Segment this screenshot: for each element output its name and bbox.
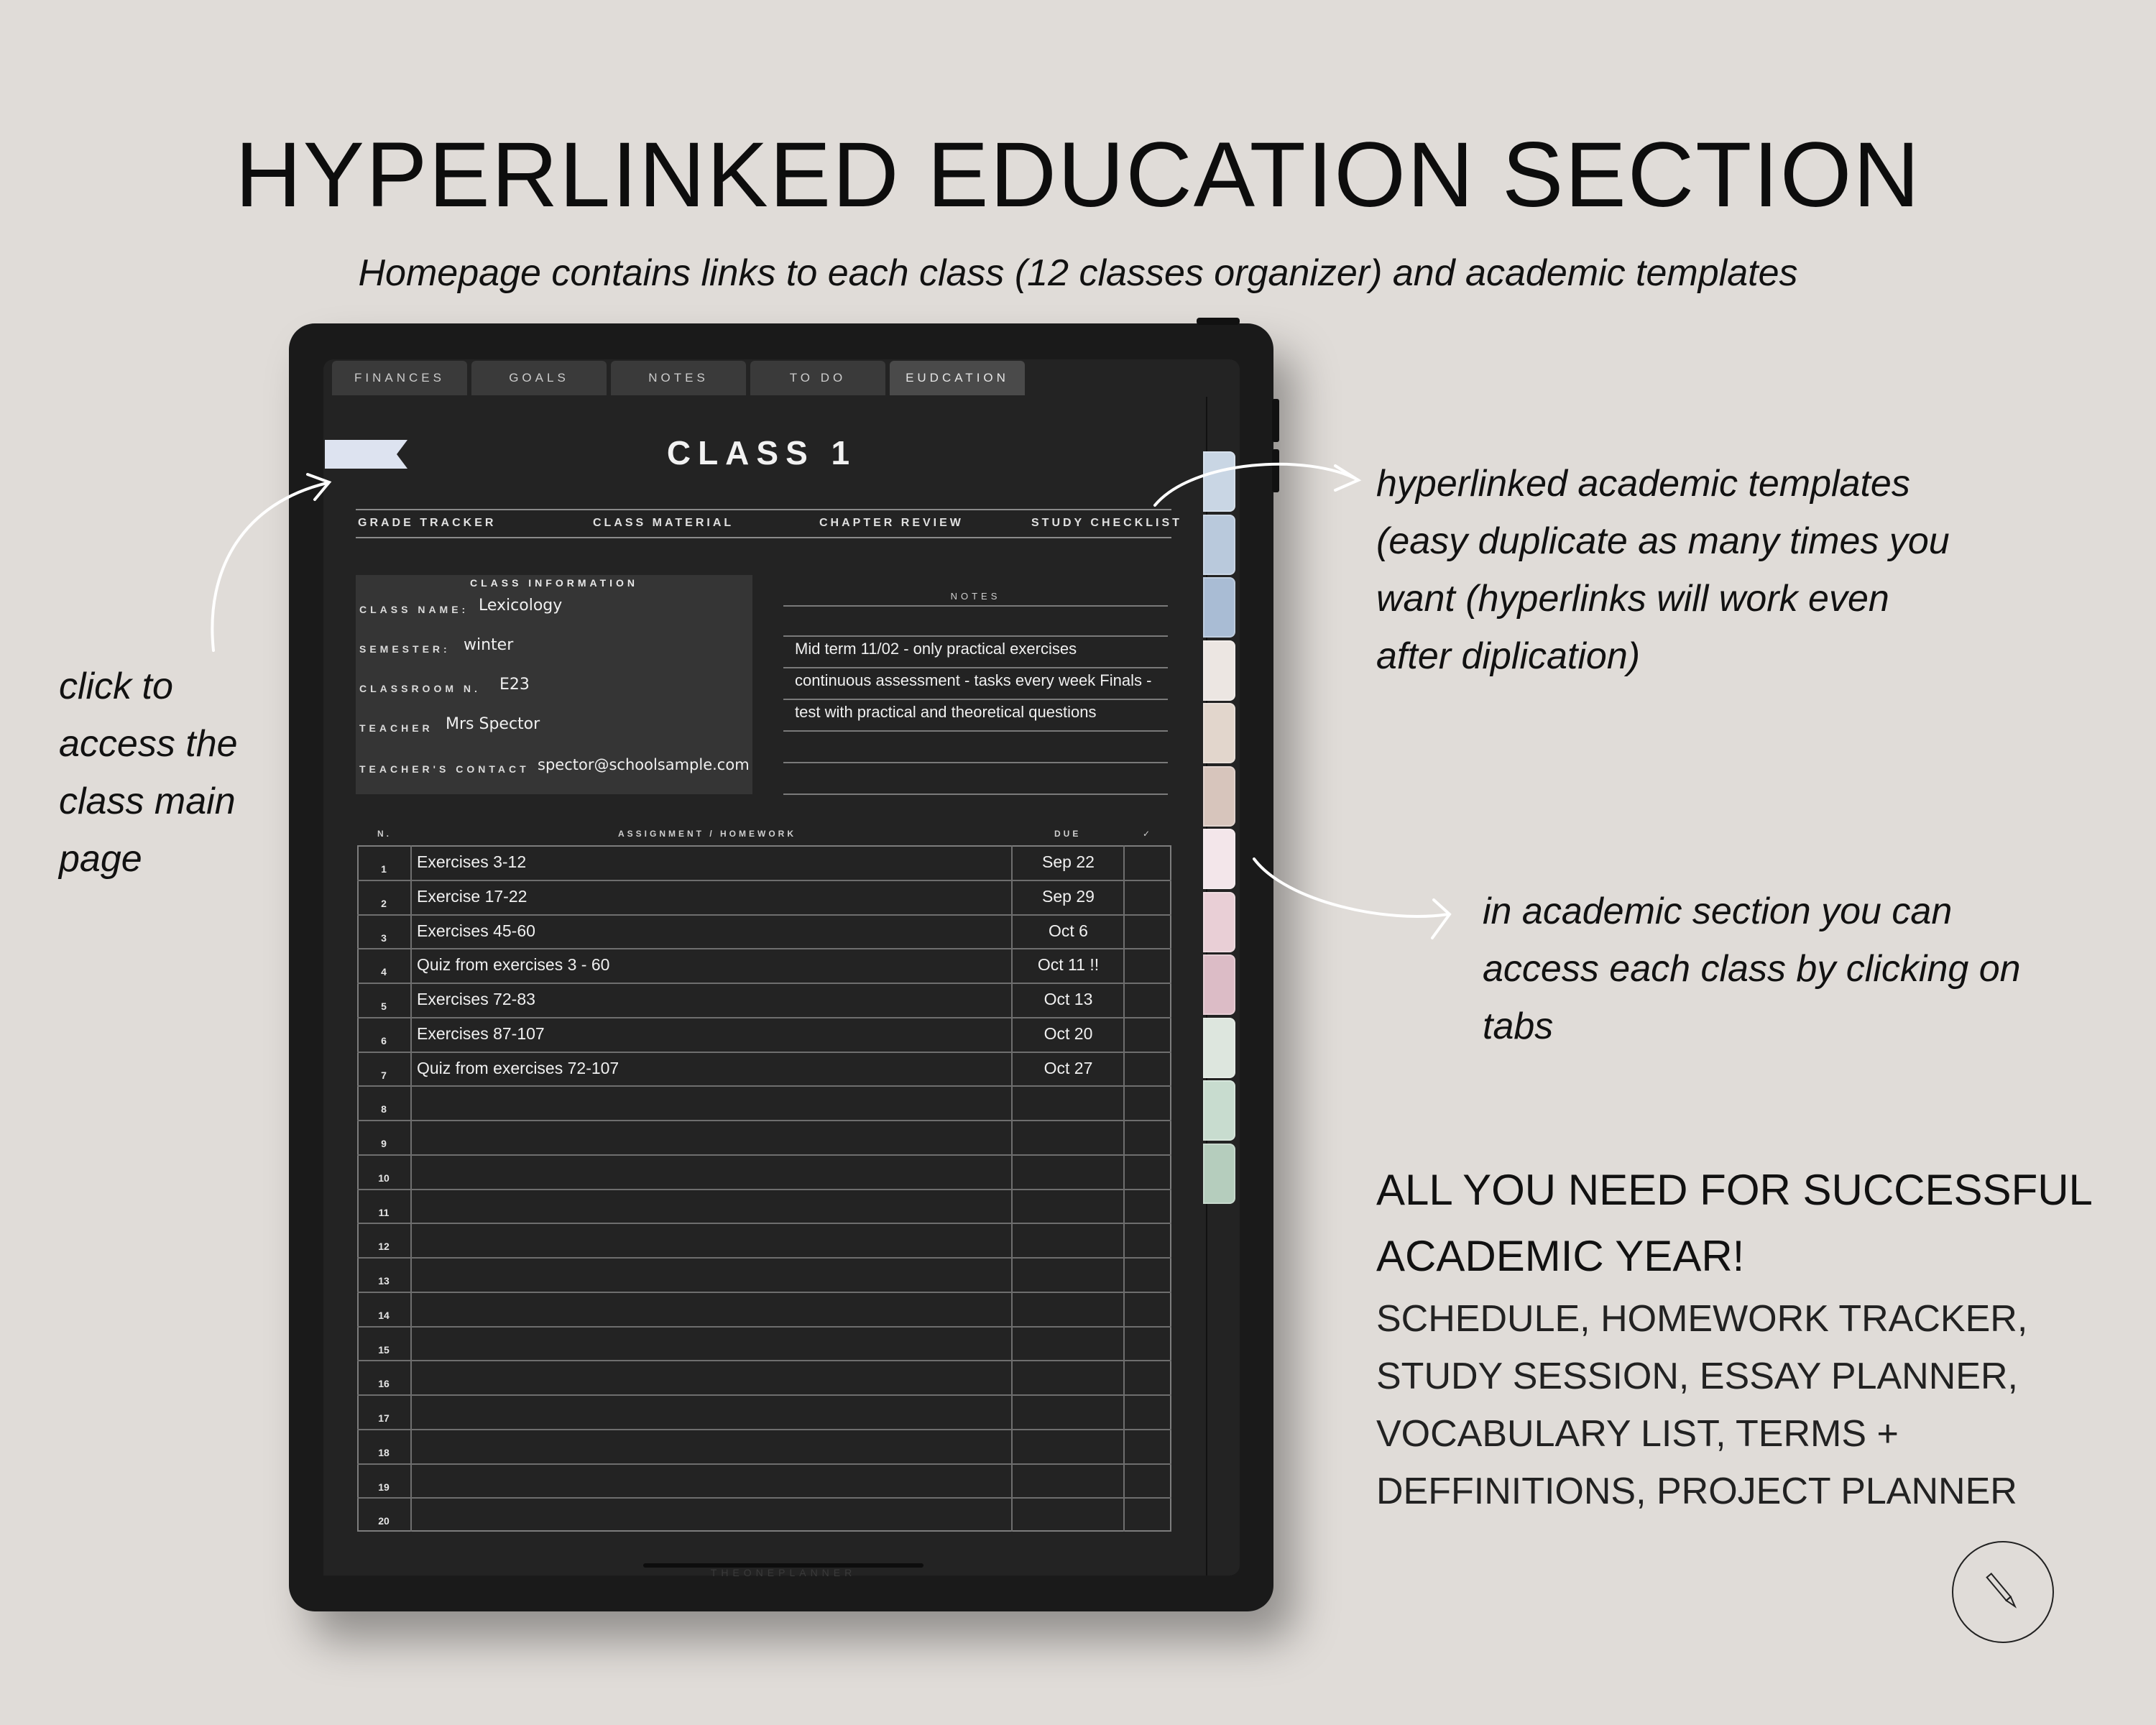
assignment-due-date[interactable]: Oct 11 !!: [1037, 955, 1100, 975]
row-number: 15: [378, 1343, 390, 1356]
cta-body: SCHEDULE, HOMEWORK TRACKER, STUDY SESSION, ESSAY PLANNER, VOCABULARY LIST, TERMS + DEFFINITIONS, PROJECT PLANNER: [1376, 1298, 2028, 1512]
assignment-due-date[interactable]: Sep 22: [1042, 852, 1095, 871]
row-number: 14: [378, 1309, 390, 1321]
tab-education[interactable]: EUDCATION: [890, 361, 1025, 395]
assignment-due-date[interactable]: Oct 6: [1049, 921, 1088, 940]
classroom-label: CLASSROOM N.: [359, 683, 481, 694]
column-header-due: DUE: [1054, 829, 1082, 839]
arrow-right-mid-head-icon: [1432, 900, 1450, 938]
arrow-right-top-icon: [1155, 464, 1358, 505]
assignment-task[interactable]: Exercises 72-83: [417, 990, 535, 1008]
assignment-due-date[interactable]: Oct 27: [1044, 1058, 1093, 1077]
row-number: 5: [381, 1000, 387, 1012]
annotation-left: click to access the class main page: [59, 666, 238, 880]
brand-logo-icon: [1949, 1538, 2057, 1646]
assignment-due-date[interactable]: Oct 13: [1044, 990, 1093, 1008]
nav-chapter-review[interactable]: CHAPTER REVIEW: [819, 517, 964, 529]
assignment-task[interactable]: Exercises 3-12: [417, 852, 527, 871]
column-header-assignment: ASSIGNMENT / HOMEWORK: [618, 829, 796, 839]
assignment-task[interactable]: Exercises 87-107: [417, 1024, 545, 1043]
class-information-title: CLASS INFORMATION: [469, 577, 639, 589]
row-number: 7: [381, 1069, 387, 1081]
row-number: 20: [378, 1515, 390, 1527]
semester-value[interactable]: winter: [464, 636, 514, 654]
assignment-due-date[interactable]: Sep 29: [1042, 886, 1095, 906]
assignment-task[interactable]: Quiz from exercises 72-107: [417, 1058, 619, 1077]
row-number: 13: [378, 1275, 390, 1287]
row-number: 9: [381, 1138, 387, 1149]
notes-title: NOTES: [950, 591, 1001, 602]
tab-to-do[interactable]: TO DO: [750, 361, 885, 395]
assignment-due-date[interactable]: Oct 20: [1044, 1024, 1093, 1043]
arrow-left-icon: [212, 483, 327, 650]
row-number: 2: [381, 897, 387, 909]
teacher-label: TEACHER: [359, 722, 433, 734]
tab-notes[interactable]: NOTES: [611, 361, 746, 395]
teacher-contact-label: TEACHER'S CONTACT: [359, 763, 530, 775]
notes-line-text[interactable]: continuous assessment - tasks every week Finals -: [795, 671, 1152, 689]
assignment-task[interactable]: Exercises 45-60: [417, 921, 535, 940]
nav-class-material[interactable]: CLASS MATERIAL: [593, 517, 734, 529]
classroom-value[interactable]: E23: [499, 676, 530, 694]
class-name-value[interactable]: Lexicology: [479, 597, 563, 615]
row-number: 17: [378, 1412, 390, 1424]
notes-line-text[interactable]: Mid term 11/02 - only practical exercises: [795, 640, 1077, 658]
row-number: 12: [378, 1241, 390, 1253]
arrow-right-top-head-icon: [1335, 466, 1358, 490]
page-title: CLASS 1: [666, 434, 857, 472]
row-number: 1: [381, 863, 387, 875]
class-name-label: CLASS NAME:: [359, 604, 469, 615]
row-number: 16: [378, 1378, 390, 1390]
page-subheadline: Homepage contains links to each class (12 classes organizer) and academic templates: [358, 252, 1798, 294]
teacher-value[interactable]: Mrs Spector: [446, 715, 540, 733]
page-headline: HYPERLINKED EDUCATION SECTION: [235, 124, 1921, 226]
row-number: 3: [381, 932, 387, 944]
semester-label: SEMESTER:: [359, 643, 451, 655]
annotation-right-middle: in academic section you can access each class by clicking on tabs: [1483, 891, 2021, 1047]
tab-finances[interactable]: FINANCES: [332, 361, 467, 395]
assignment-task[interactable]: Quiz from exercises 3 - 60: [417, 955, 610, 975]
column-header-check: ✓: [1143, 829, 1153, 839]
column-header-number: N.: [377, 829, 392, 839]
notes-line-text[interactable]: test with practical and theoretical questions: [795, 703, 1097, 721]
assignment-task[interactable]: Exercise 17-22: [417, 886, 528, 906]
row-number: 8: [381, 1103, 387, 1116]
nav-grade-tracker[interactable]: GRADE TRACKER: [358, 517, 497, 529]
row-number: 6: [381, 1034, 387, 1046]
row-number: 10: [378, 1172, 390, 1184]
arrow-right-mid-icon: [1254, 859, 1448, 916]
row-number: 18: [378, 1446, 390, 1458]
tab-goals[interactable]: GOALS: [471, 361, 607, 395]
row-number: 4: [381, 966, 387, 978]
nav-study-checklist[interactable]: STUDY CHECKLIST: [1031, 517, 1182, 529]
row-number: 19: [378, 1481, 390, 1493]
row-number: 11: [378, 1206, 390, 1218]
annotation-right-top: hyperlinked academic templates (easy duplicate as many times you want (hyperlinks will work even after diplication): [1376, 463, 1950, 677]
planner-watermark: THEONEPLANNER: [710, 1567, 857, 1578]
teacher-contact-value[interactable]: spector@schoolsample.com: [538, 756, 750, 773]
cta-title: ALL YOU NEED FOR SUCCESSFUL ACADEMIC YEAR!: [1376, 1166, 2091, 1280]
